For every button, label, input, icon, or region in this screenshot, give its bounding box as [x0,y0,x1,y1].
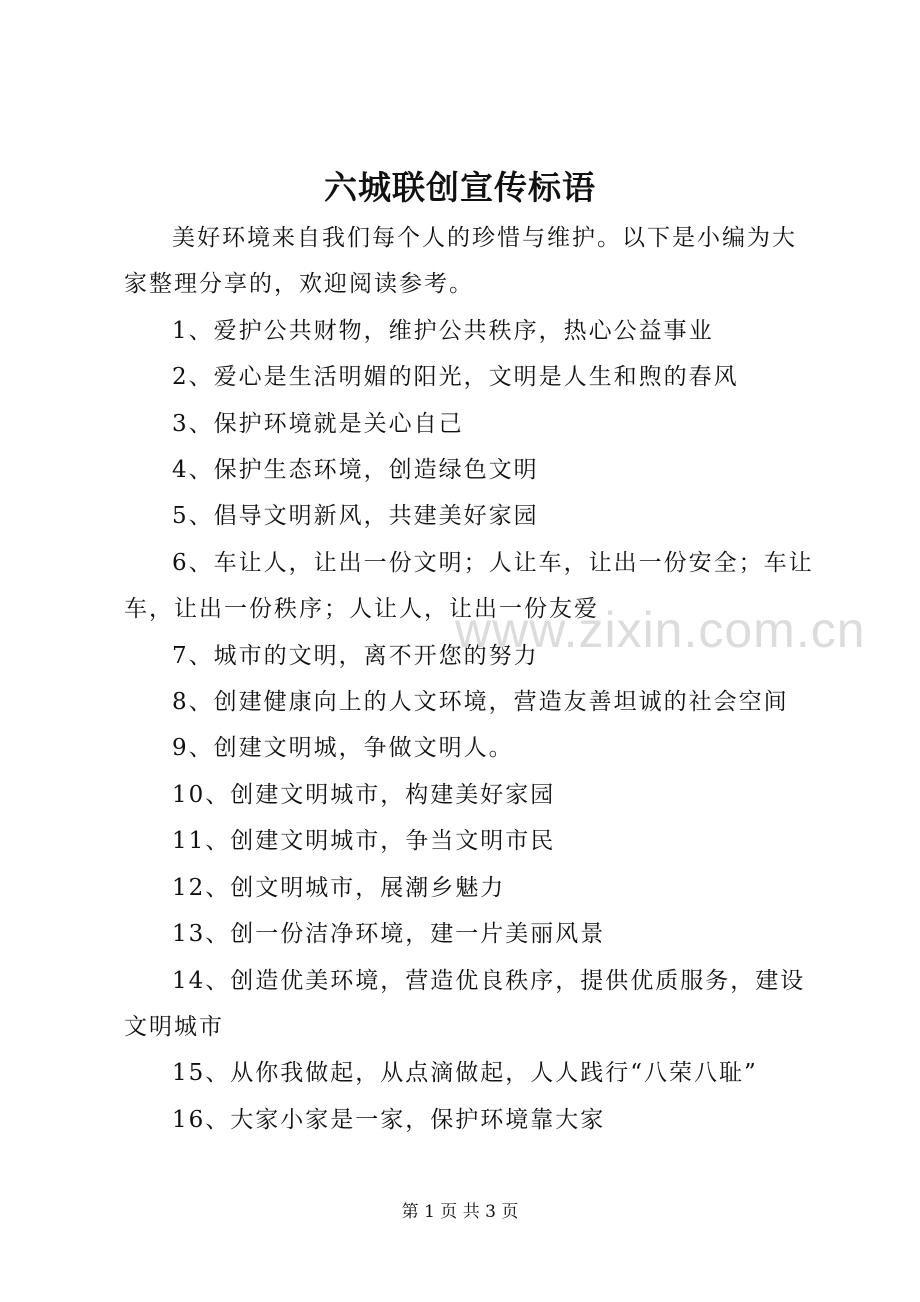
slogan-item-11: 11、创建文明城市，争当文明市民 [172,828,556,855]
slogan-item-4: 4、保护生态环境，创造绿色文明 [172,457,539,484]
slogan-item-1: 1、爱护公共财物，维护公共秩序，热心公益事业 [172,317,714,344]
slogan-item-10: 10、创建文明城市，构建美好家园 [172,781,556,808]
slogan-item-5: 5、倡导文明新风，共建美好家园 [172,503,539,530]
slogan-item-12: 12、创文明城市，展潮乡魅力 [172,874,506,901]
slogan-item-8: 8、创建健康向上的人文环境，营造友善坦诚的社会空间 [172,689,789,716]
document-body [124,215,814,1143]
watermark: www.zixin.com.cn [455,602,866,658]
slogan-item-7: 7、城市的文明，离不开您的努力 [172,642,539,669]
slogan-item-9: 9、创建文明城，争做文明人。 [172,735,514,762]
slogan-item-6: 6、车让人，让出一份文明；人让车，让出一份安全；车让车，让出一份秩序；人让人，让出一份友爱 [124,549,814,623]
intro-paragraph: 美好环境来自我们每个人的珍惜与维护。以下是小编为大家整理分享的，欢迎阅读参考。 [124,225,797,298]
slogan-item-13: 13、创一份洁净环境，建一片美丽风景 [172,921,606,948]
slogan-item-16: 16、大家小家是一家，保护环境靠大家 [172,1106,606,1133]
page-footer: 第 1 页 共 3 页 [401,1202,519,1222]
document-title: 六城联创宣传标语 [324,168,596,207]
slogan-item-15: 15、从你我做起，从点滴做起，人人践行“八荣八耻” [172,1060,758,1087]
slogan-item-2: 2、爱心是生活明媚的阳光，文明是人生和煦的春风 [172,364,739,391]
slogan-item-3: 3、保护环境就是关心自己 [172,410,464,437]
slogan-item-14: 14、创造优美环境，营造优良秩序，提供优质服务，建设文明城市 [124,967,806,1040]
